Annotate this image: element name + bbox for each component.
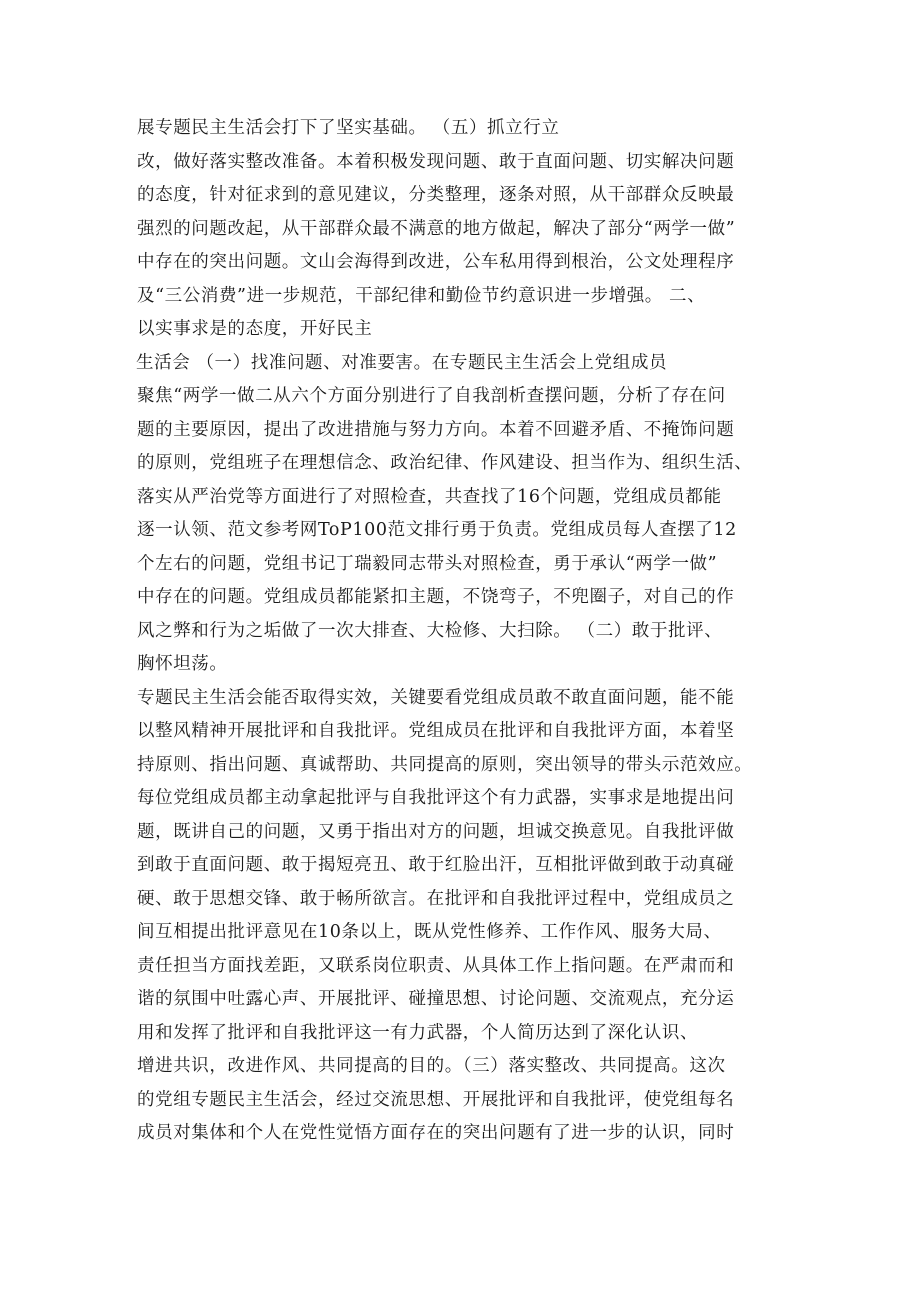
text-line: 持原则、指出问题、真诚帮助、共同提高的原则，突出领导的带头示范效应。 [137,754,753,775]
text-line: 中存在的问题。党组成员都能紧扣主题，不饶弯子，不兜圈子，对自己的作 [137,587,735,607]
text-line: 生活会 （一）找准问题、对准要害。在专题民主生活会上党组成员 [136,352,668,373]
text-line: 题，既讲自己的问题，又勇于指出对方的问题，坦诚交换意见。自我批评做 [137,821,735,842]
text-line: 到敢于直面问题、敢于揭短亮丑、敢于红脸出汗，互相批评做到敢于动真碰 [137,855,735,875]
text-line: 用和发挥了批评和自我批评这一有力武器，个人简历达到了深化认识、 [137,1022,699,1043]
text-line: 以实事求是的态度，开好民主 [137,319,373,339]
text-line: 风之弊和行为之垢做了一次大排查、大检修、大扫除。 （二）敢于批评、 [137,620,723,641]
text-line: 硬、敢于思想交锋、敢于畅所欲言。在批评和自我批评过程中，党组成员之 [137,888,735,909]
text-line: 谐的氛围中吐露心声、开展批评、碰撞思想、讨论问题、交流观点，充分运 [137,989,735,1009]
text-line: 专题民主生活会能否取得实效，关键要看党组成员敢不敢直面问题，能不能 [137,687,735,708]
text-line: 聚焦“两学一做二从六个方面分别进行了自我剖析查摆问题，分析了存在问 [137,386,726,406]
text-line: 间互相提出批评意见在10条以上，既从党性修养、工作作风、服务大局、 [137,922,722,942]
text-line: 以整风精神开展批评和自我批评。党组成员在批评和自我批评方面，本着坚 [137,721,735,741]
text-line: 及“三公消费”进一步规范，干部纪律和勤俭节约意识进一步增强。 二、 [137,285,706,306]
text-line: 的态度，针对征求到的意见建议，分类整理，逐条对照，从干部群众反映最 [137,185,735,205]
text-line: 成员对集体和个人在党性觉悟方面存在的突出问题有了进一步的认识，同时 [137,1123,735,1143]
text-line: 的党组专题民主生活会，经过交流思想、开展批评和自我批评，使党组每名 [137,1089,735,1110]
text-line: 责任担当方面找差距，又联系岗位职责、从具体工作上指问题。在严肃而和 [137,955,735,976]
text-line: 逐一认领、范文参考网ToP100范文排行勇于负责。党组成员每人查摆了12 [137,520,737,540]
text-line: 每位党组成员都主动拿起批评与自我批评这个有力武器，实事求是地提出问 [137,788,735,808]
text-line: 中存在的突出问题。文山会海得到改进，公车私用得到根治，公文处理程序 [137,252,735,272]
text-line: 改，做好落实整改准备。本着积极发现问题、敢于直面问题、切实解决问题 [137,151,735,172]
text-line: 落实从严治党等方面进行了对照检查，共查找了16个问题，党组成员都能 [137,486,722,507]
text-line: 展专题民主生活会打下了坚实基础。 （五）抓立行立 [137,118,560,138]
text-line: 个左右的问题，党组书记丁瑞毅同志带头对照检查，勇于承认“两学一做” [137,553,718,574]
text-line: 强烈的问题改起，从干部群众最不满意的地方做起，解决了部分“两学一做” [137,218,736,239]
text-line: 题的主要原因，提出了改进措施与努力方向。本着不回避矛盾、不掩饰问题 [137,419,735,440]
text-line: 胸怀坦荡。 [137,654,228,674]
document-body [137,112,797,1151]
text-line: 的原则，党组班子在理想信念、政治纪律、作风建设、担当作为、组织生活、 [137,453,753,473]
text-line: 增进共识，改进作风、共同提高的目的。（三）落实整改、共同提高。这次 [137,1056,726,1076]
